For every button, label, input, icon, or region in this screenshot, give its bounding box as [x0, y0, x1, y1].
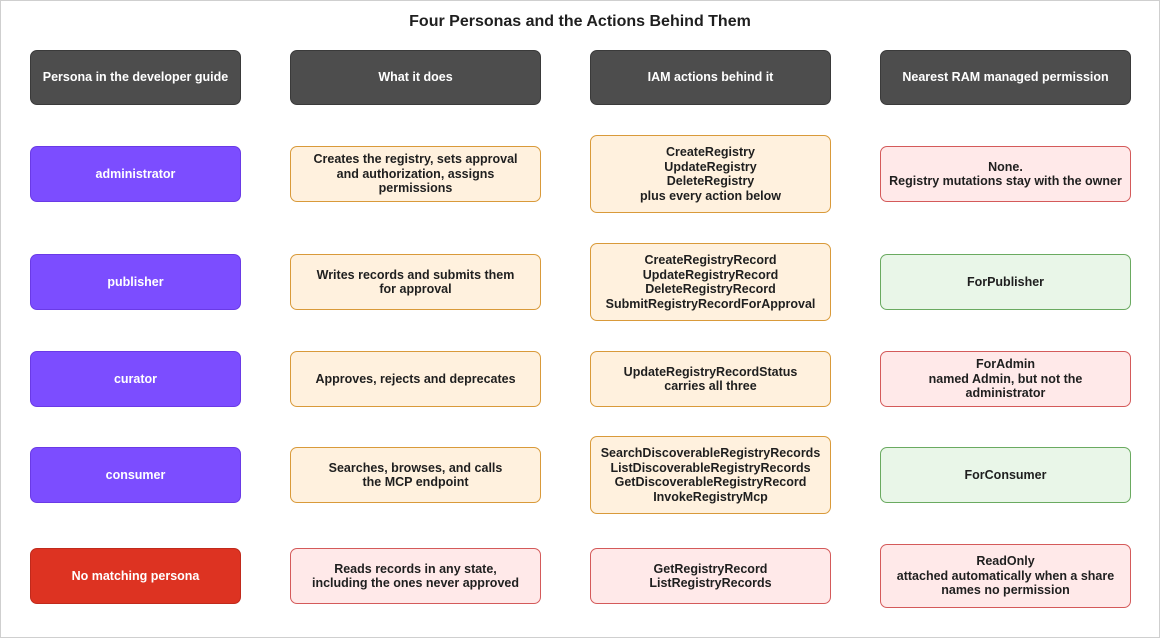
- header-iam-actions: IAM actions behind it: [590, 50, 831, 105]
- iam-administrator: CreateRegistry UpdateRegistry DeleteRegistry plus every action below: [590, 135, 831, 213]
- persona-consumer: consumer: [30, 447, 241, 503]
- ram-curator: ForAdmin named Admin, but not the administrator: [880, 351, 1131, 407]
- ram-publisher: ForPublisher: [880, 254, 1131, 310]
- persona-publisher: publisher: [30, 254, 241, 310]
- what-consumer: Searches, browses, and calls the MCP endpoint: [290, 447, 541, 503]
- persona-administrator: administrator: [30, 146, 241, 202]
- iam-publisher: CreateRegistryRecord UpdateRegistryRecord DeleteRegistryRecord SubmitRegistryRecordForApproval: [590, 243, 831, 321]
- what-publisher: Writes records and submits them for approval: [290, 254, 541, 310]
- ram-no-match: ReadOnly attached automatically when a share names no permission: [880, 544, 1131, 608]
- header-persona: Persona in the developer guide: [30, 50, 241, 105]
- diagram-title: Four Personas and the Actions Behind Them: [409, 13, 751, 30]
- persona-no-match: No matching persona: [30, 548, 241, 604]
- what-no-match: Reads records in any state, including the ones never approved: [290, 548, 541, 604]
- iam-curator: UpdateRegistryRecordStatus carries all three: [590, 351, 831, 407]
- what-curator: Approves, rejects and deprecates: [290, 351, 541, 407]
- header-ram-permission: Nearest RAM managed permission: [880, 50, 1131, 105]
- header-what-it-does: What it does: [290, 50, 541, 105]
- iam-no-match: GetRegistryRecord ListRegistryRecords: [590, 548, 831, 604]
- ram-administrator: None. Registry mutations stay with the owner: [880, 146, 1131, 202]
- ram-consumer: ForConsumer: [880, 447, 1131, 503]
- iam-consumer: SearchDiscoverableRegistryRecords ListDiscoverableRegistryRecords GetDiscoverableRegistryRecord InvokeRegistryMcp: [590, 436, 831, 514]
- persona-curator: curator: [30, 351, 241, 407]
- what-administrator: Creates the registry, sets approval and authorization, assigns permissions: [290, 146, 541, 202]
